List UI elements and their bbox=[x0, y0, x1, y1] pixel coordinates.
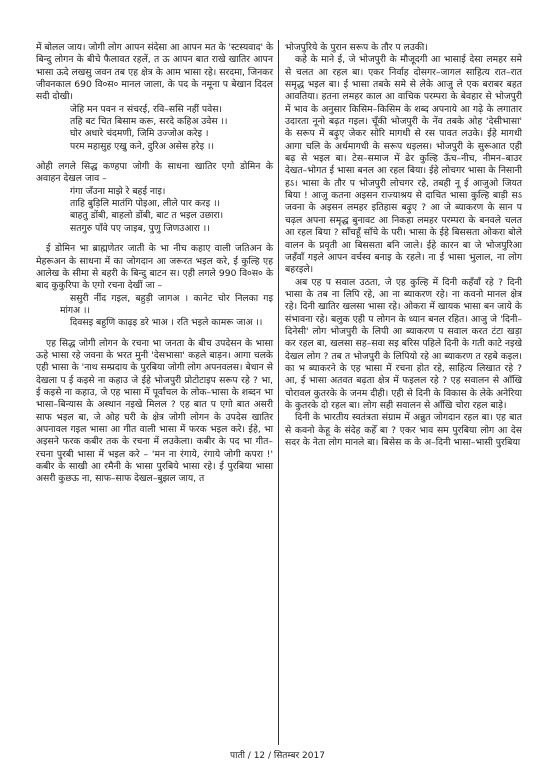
spacer bbox=[36, 153, 273, 161]
verse-line: ससुरी नींद गइल, बहुड़ी जागअ । कानेट चोर निलका गइ मांगअ ।। bbox=[60, 292, 273, 316]
paragraph: में बोलल जाय। जोगी लोग आपन संदेसा आ आपन मत के 'स्टस्यवाद' के बिन्दु लोगन के बीचे फैलावत रहलें, त ऊ आपन बात राखे खातिर आपन भासा ऊदे लखसु जवन तब एह क्षेत्र के आम भासा रहे। सरदमा, जिनकर जीवनकाल 690 वि०स० मानल जाला, के पद के नमूना प बेखान दिदल सदी दोखी। bbox=[36, 42, 274, 103]
verse-line: परम महासुह एखु कने, दुरिअ असेस हरेइ ।। bbox=[70, 140, 215, 152]
verse-line: सतगुरु पाँवे पए जाइब, पुणु जिणउआरा ।। bbox=[70, 222, 210, 234]
paragraph: भोजपुरिये के पुरान सरूप के तौर प लउकी। bbox=[285, 42, 428, 53]
verse-line: ताहि बुड़िलि मातंगि पोइआ, लीले पार करइ ।। bbox=[70, 198, 221, 210]
paragraph: ओही लगले सिद्ध कण्हपा जोगी के साधना खातिर एगो डोमिन के अवाहन देखल जाव – bbox=[36, 161, 273, 185]
paragraph: ई डोमिन भा ब्राह्मणेतर जाती के भा नीच कहाए वाली जतिअन के मेहरूअन के साधना में का जोगदान आ जरूरत भइल करे, ई कुल्हि एह आलेख के सीमा से बहरी के बिन्दु बाटन स। एही लगले 990 वि०स० के बाद कुकुरिपा के एगो रचना देखीं जा – bbox=[36, 243, 273, 292]
paragraph: एह सिद्ध जोगी लोगन के रचना भा जनता के बीच उपदेसन के भासा ऊहे भासा रहे जवना के भरत मुनी 'देसभासा' कहले बाड़न। आगा चलके एही भासा के 'नाथ सम्प्रदाय के पुरबिया जोगी लोग अपनवलस। बेधान से देखला प ई कइसे ना कहाउ जे ईहे भोजपुरी प्रोटोटाइप सरूप रहे ? भा, ई कइसे ना कहाउ, जे एह भासा में पूर्वांचल के लोक–भासा के शब्दन भा भासा–बिन्यास के अस्थान नइखे मिलल ? एह बात प एगो बात असरी साफ भइल बा, जे ओह घरी के क्षेत्र जोगी लोगन के उपदेस खातिर अपनावल गइल भासा आ गीत वाली भासा में फरक भइल करे। ईहे, भा अइसने फरक कबीर तक के रचना में लउकेला। कबीर के पद भा गीत–रचना पुरबी भासा में भइल करे – 'मन ना रंगाये, रंगाये जोगी कपरा !' कबीर के साखी आ रमैनी के भासा पुरबिये भासा रहे। ई पुरबिया भासा असरी कुछऊ ना, साफ–साफ देखल–बुझल जाय, त bbox=[36, 337, 273, 485]
verse-line: गंगा जँउना माझे रे बहई नाइ। bbox=[70, 185, 166, 197]
verse-line: घोर अधारे चंदमणी, जिमि उज्जोअ करेइ । bbox=[70, 128, 209, 140]
verse-line: बाहतु डोंबी, बाहलो डोंबी, बाट त भइल उछारा। bbox=[70, 210, 224, 222]
verse-line: जेहि मन पवन न संचरई, रवि–ससि नहीं पवेस। bbox=[70, 103, 222, 115]
page-footer: पाती / 12 / सितम्बर 2017 bbox=[230, 751, 325, 761]
verse-line: तहि बट चित बिसाम करू, सरदे कहिअ उवेस ।। bbox=[70, 116, 228, 128]
spacer bbox=[36, 330, 273, 338]
left-column bbox=[36, 42, 273, 486]
spacer bbox=[36, 235, 273, 243]
right-column bbox=[285, 42, 522, 449]
verse-line: दिवसइ बहुणि काढ़इ डरे भाअ । रति भइले कामरू जाअ ।। bbox=[70, 317, 263, 329]
paragraph: दिनी के भारतीय स्वतंत्रता संग्राम में अन्नुत जोगदान रहल बा। एह बात से कवनो केहू के संदेह कहेँ बा ? एकर भाव सम पुरबिया लोग आ देस सदर के नेता लोग मानले बा। बिसेस क के अ–दिनी भासा–भासी पुरबिया bbox=[285, 412, 522, 448]
paragraph: कहे के माने ई, जे भोजपुरी के मौजूदगी आ भासाई देसा लमहर समे से चलत आ रहल बा। एकर निर्वाह दोसगर–जागल साहित्य रात–रात समृद्ध भइल बा। ई भासा तबके समे से लेके आजु ले एक बराबर बहत आवतिया। हतना लमहर काल आ वाचिक परम्परा के बेवहार से भोजपुरी में भाव के अनुसार किसिम–किसिम के शब्द अपनाये आ गढ़े के लगातार उदारता नूनो बढ़त गइल। चूँकी भोजपुरी के नेंव तबके ओह 'देसीभासा' के सरूप में बढ़ुए जेकर सोरि मागधी से रस पावत लउके। ईहे मागधी आगा चलि के अर्धमागधी के सरूप धइलस। भोजपुरी के सुरूआत एही बढ़ से भइल बा। टेस–समाज में ढेर कुल्हि ऊँच–नीच, नीमन–बाउर देखत–भोगत ई भासा बनल आ रहल बिया। ईहे लोचगर भासा के निसानी हऽ। भासा के तौर प भोजपुरी लोचगर रहे, तबही नू ई आजुओ जियत बिया ! आजु कतना अइसन राज्याश्रय से दाचित भासा कुल्हि बाड़ी सऽ जवना के अइसन लमहर इतिहास बढ़ुए ? आ जे ब्याकरण के सान प चढ़ल अपना समृद्ध बुनावट आ निकहा लमहर परम्परा के बनवले चलत आ रहल बिया ? साँचहूँ साँचे के परी। भासा के ईहे बिससता ओकरा बोले वालन के प्रवृती आ बिससता बनि जाले। ईहे कारन बा जे भोजपुरिआ जहँवाँ गइले आपन वर्चस्व बनाइ के रहले। ना ई भासा भुलाल, ना लोग बहरइले। bbox=[285, 54, 522, 276]
column-divider bbox=[278, 40, 279, 745]
paragraph: अब एह प सवाल उठता, जे एह कुल्हि में दिनी कहँवाँ रहे ? दिनी भासा के तब ना लिपि रहे, आ ना ब्याकरण रहे। ना कवनो मानल क्षेत्र रहे। दिनी खातिर खलसा भासा रहे। ओकरा में खायक भासा बन जाये के संभावना रहे। बलुक एही प लोगन के ध्यान बनल रहित। आजु जे 'दिनी–दिनेसी' लोग भोजपुरी के लिपी आ ब्याकरण प सवाल करत टंटा खड़ा कर रहल बा, खलसा सह–सवा सइ बरिस पहिले दिनी के गती काटे नइखे देखल लोग ? तब त भोजपुरी के लिपियो रहे आ ब्याकरण त रहबे कइल। का भ ब्याकरने के एह भासा में रचना होत रहे, साहित्य लिखात रहे ? आ, ई भासा अतवत बढ़ता क्षेत्र में फइलल रहे ? एह सवालन से आँखि चोरावल कुतरके के जनम दीही। एही से दिनी के विकास के लेके अनेरिया के कुतरके दो रहल बा। लोग सही सवालन से आँखि चोरा रहल बाड़े। bbox=[285, 276, 522, 411]
